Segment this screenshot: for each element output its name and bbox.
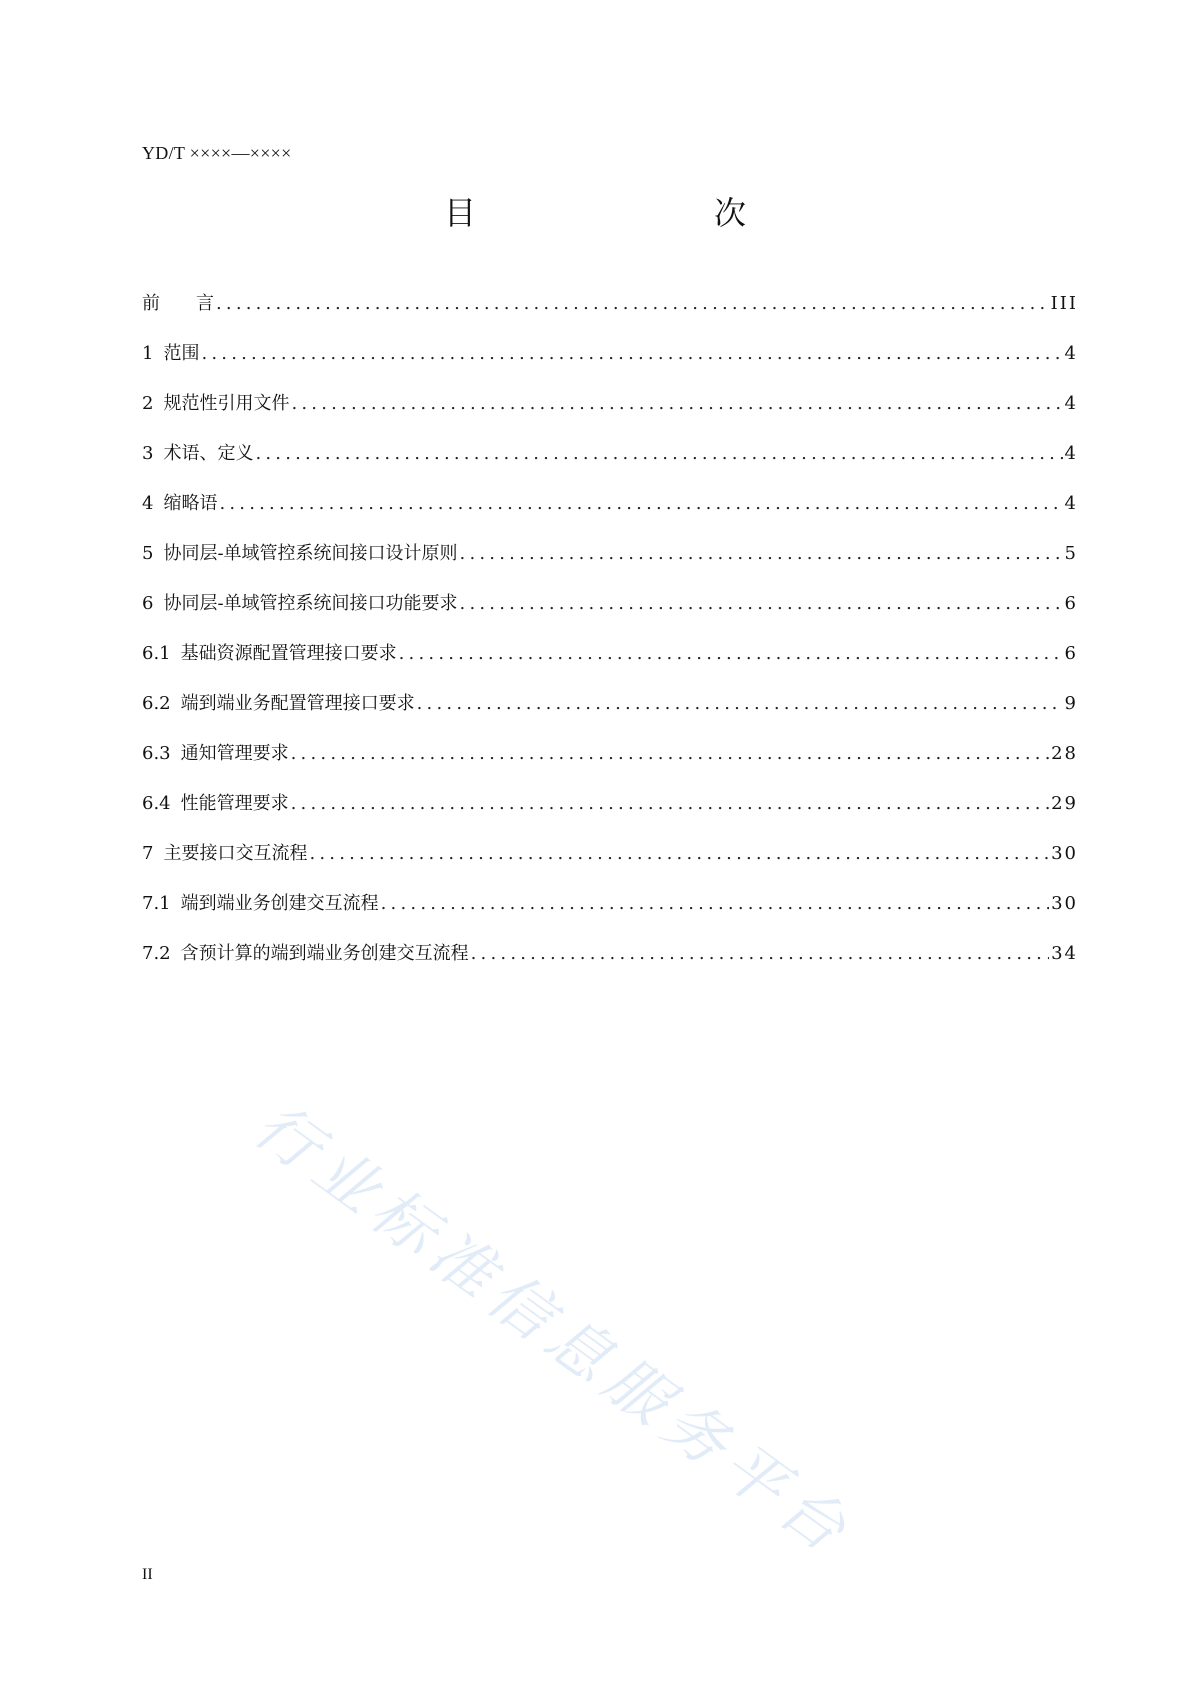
toc-entry-label [142, 492, 217, 516]
toc-leader-dots [460, 542, 1063, 566]
toc-entry-label [142, 692, 415, 716]
toc-entry-label [142, 792, 289, 816]
toc-entry-number: 2 [142, 393, 154, 414]
toc-page-number: 5 [1064, 543, 1078, 564]
toc-page-number: 34 [1051, 943, 1078, 964]
toc-leader-dots [460, 592, 1063, 616]
toc-leader-dots [255, 442, 1062, 466]
toc-entry-number: 6.3 [142, 743, 171, 764]
toc-entry-label [142, 642, 397, 666]
toc-entry-title: 含预计算的端到端业务创建交互流程 [180, 943, 469, 964]
toc-leader-dots [381, 892, 1049, 916]
table-of-contents [142, 292, 1078, 992]
toc-entry-label [142, 742, 289, 766]
watermark-text: 行业标准信息服务平台 [241, 1088, 867, 1571]
toc-entry-1[interactable] [142, 342, 1078, 392]
footer-page-number: II [142, 1566, 153, 1583]
toc-leader-dots [291, 792, 1049, 816]
toc-leader-dots [216, 292, 1049, 316]
toc-leader-dots [399, 642, 1063, 666]
toc-page-number: 28 [1051, 743, 1078, 764]
toc-leader-dots [219, 492, 1062, 516]
toc-entry-title: 端到端业务创建交互流程 [180, 893, 379, 914]
toc-leader-dots [291, 392, 1062, 416]
toc-page-number: 30 [1051, 843, 1078, 864]
toc-page-number: 9 [1064, 693, 1078, 714]
toc-entry-number: 7 [142, 843, 154, 864]
toc-entry-label [142, 542, 458, 566]
toc-page-number: 4 [1064, 443, 1078, 464]
toc-leader-dots [309, 842, 1049, 866]
toc-leader-dots [471, 942, 1049, 966]
toc-entry-label [142, 942, 469, 966]
toc-entry-5[interactable] [142, 542, 1078, 592]
toc-entry-title: 规范性引用文件 [163, 393, 290, 414]
toc-leader-dots [201, 342, 1062, 366]
toc-entry-title: 前 言 [142, 293, 214, 314]
toc-page-number: 4 [1064, 393, 1078, 414]
toc-entry-foreword[interactable] [142, 292, 1078, 342]
toc-entry-title: 基础资源配置管理接口要求 [180, 643, 397, 664]
toc-entry-title: 通知管理要求 [180, 743, 289, 764]
toc-entry-3[interactable] [142, 442, 1078, 492]
toc-entry-label [142, 592, 458, 616]
toc-entry-number: 5 [142, 543, 154, 564]
toc-page-number: III [1050, 293, 1078, 314]
toc-entry-title: 术语、定义 [163, 443, 254, 464]
toc-page-number: 4 [1064, 493, 1078, 514]
toc-entry-number: 6.1 [142, 643, 171, 664]
toc-page-number: 29 [1051, 793, 1078, 814]
toc-entry-label [142, 442, 253, 466]
toc-entry-title: 范围 [163, 343, 200, 364]
toc-entry-number: 6.2 [142, 693, 171, 714]
toc-entry-6-3[interactable] [142, 742, 1078, 792]
toc-entry-label [142, 292, 214, 316]
toc-entry-6-4[interactable] [142, 792, 1078, 842]
toc-entry-7[interactable] [142, 842, 1078, 892]
toc-entry-title: 端到端业务配置管理接口要求 [180, 693, 415, 714]
toc-entry-6-2[interactable] [142, 692, 1078, 742]
toc-entry-6-1[interactable] [142, 642, 1078, 692]
toc-entry-number: 7.2 [142, 943, 171, 964]
toc-entry-number: 7.1 [142, 893, 171, 914]
toc-entry-title: 协同层-单域管控系统间接口设计原则 [163, 543, 458, 564]
toc-entry-title: 协同层-单域管控系统间接口功能要求 [163, 593, 458, 614]
toc-entry-title: 主要接口交互流程 [163, 843, 308, 864]
toc-entry-label [142, 892, 379, 916]
toc-leader-dots [291, 742, 1049, 766]
page-title: 目 次 [443, 194, 804, 232]
toc-entry-number: 6 [142, 593, 154, 614]
toc-page-number: 6 [1064, 593, 1078, 614]
toc-page-number: 4 [1064, 343, 1078, 364]
toc-entry-label [142, 392, 289, 416]
toc-entry-number: 3 [142, 443, 154, 464]
toc-entry-title: 性能管理要求 [180, 793, 289, 814]
toc-entry-7-1[interactable] [142, 892, 1078, 942]
toc-page-number: 30 [1051, 893, 1078, 914]
toc-entry-title: 缩略语 [163, 493, 218, 514]
toc-entry-label [142, 842, 307, 866]
toc-entry-number: 4 [142, 493, 154, 514]
toc-leader-dots [417, 692, 1063, 716]
toc-page-number: 6 [1064, 643, 1078, 664]
toc-entry-4[interactable] [142, 492, 1078, 542]
toc-entry-7-2[interactable] [142, 942, 1078, 992]
toc-entry-6[interactable] [142, 592, 1078, 642]
toc-entry-number: 6.4 [142, 793, 171, 814]
toc-entry-label [142, 342, 199, 366]
document-code: YD/T ××××—×××× [142, 143, 292, 163]
toc-entry-number: 1 [142, 343, 154, 364]
toc-entry-2[interactable] [142, 392, 1078, 442]
